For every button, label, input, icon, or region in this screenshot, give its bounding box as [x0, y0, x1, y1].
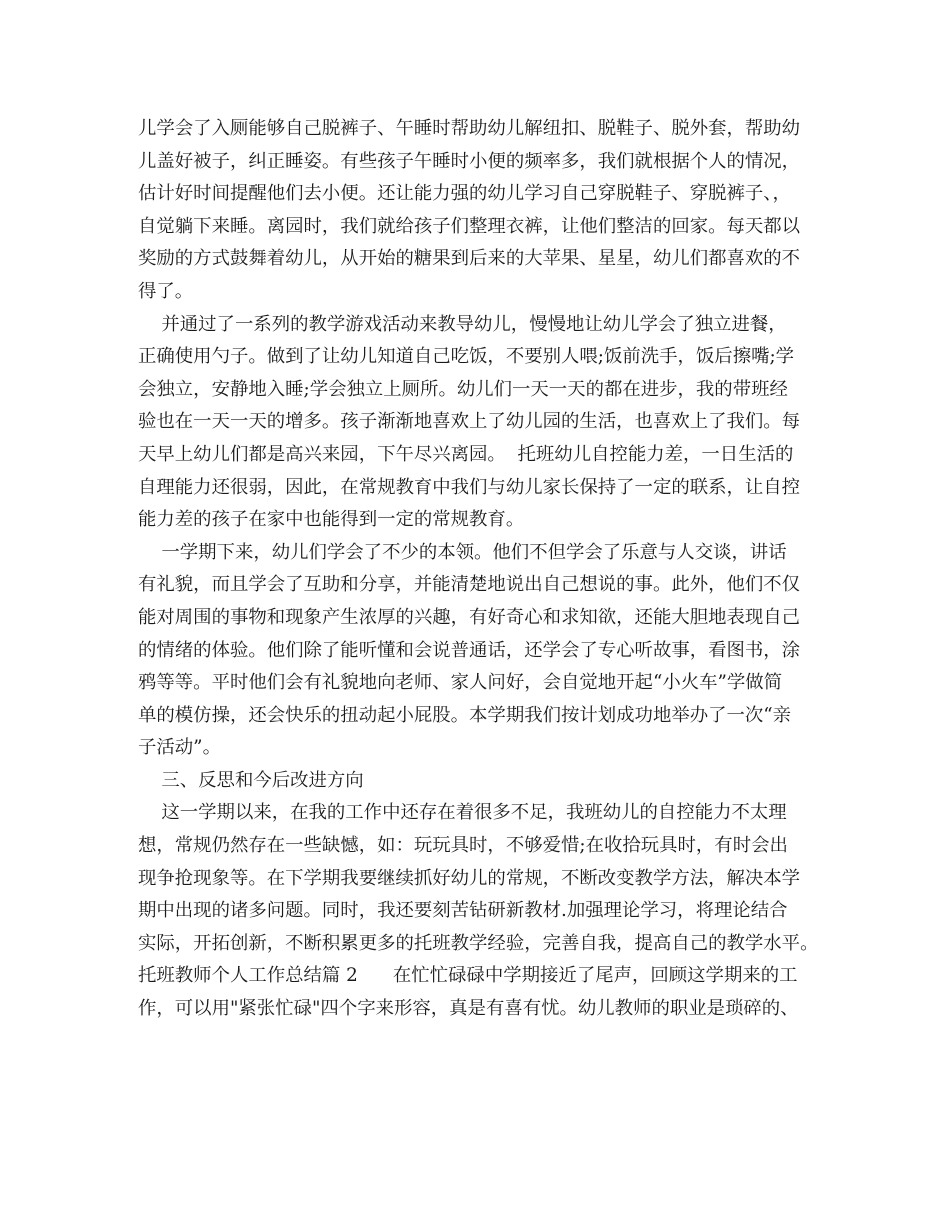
text-line: 奖励的方式鼓舞着幼儿，从开始的糖果到后来的大苹果、星星，幼儿们都喜欢的不: [138, 248, 801, 270]
section-heading: 三、反思和今后改进方向: [138, 769, 364, 791]
text-line: 会独立，安静地入睡;学会独立上厕所。幼儿们一天一天的都在进步，我的带班经: [138, 378, 788, 400]
text-line: 一学期下来，幼儿们学会了不少的本领。他们不但学会了乐意与人交谈，讲话: [138, 541, 787, 563]
text-line: 正确使用勺子。做到了让幼儿知道自己吃饭，不要别人喂;饭前洗手，饭后擦嘴;学: [138, 346, 795, 368]
text-line: 儿盖好被子，纠正睡姿。有些孩子午睡时小便的频率多，我们就根据个人的情况，: [138, 150, 801, 172]
text-line: 期中出现的诸多问题。同时，我还要刻苦钻研新教材.加强理论学习，将理论结合: [138, 900, 788, 922]
text-line: 实际，开拓创新，不断积累更多的托班教学经验，完善自我，提高自己的教学水平。: [138, 932, 819, 954]
text-line: 作，可以用"紧张忙碌"四个字来形容，真是有喜有忧。幼儿教师的职业是琐碎的、: [138, 998, 799, 1020]
text-line: 得了。: [138, 280, 194, 302]
text-line: 能力差的孩子在家中也能得到一定的常规教育。: [138, 509, 525, 531]
text-line: 的情绪的体验。他们除了能听懂和会说普通话，还学会了专心听故事，看图书，涂: [138, 639, 801, 661]
text-line: 现争抢现象等。在下学期我要继续抓好幼儿的常规，不断改变教学方法，解决本学: [138, 867, 801, 889]
text-line: 子活动”。: [138, 737, 221, 759]
text-line: 并通过了一系列的教学游戏活动来教导幼儿，慢慢地让幼儿学会了独立进餐，: [138, 313, 787, 335]
text-line: 有礼貌，而且学会了互助和分享，并能清楚地说出自己想说的事。此外，他们不仅: [138, 574, 801, 596]
text-line: 能对周围的事物和现象产生浓厚的兴趣，有好奇心和求知欲，还能大胆地表现自己: [138, 606, 801, 628]
text-line: 单的模仿操，还会快乐的扭动起小屁股。本学期我们按计划成功地举办了一次“亲: [138, 704, 792, 726]
text-line: 自理能力还很弱，因此，在常规教育中我们与幼儿家长保持了一定的联系，让自控: [138, 476, 801, 498]
text-line: 儿学会了入厕能够自己脱裤子、午睡时帮助幼儿解纽扣、脱鞋子、脱外套，帮助幼: [138, 118, 801, 139]
text-line: 鸦等等。平时他们会有礼貌地向老师、家人问好，会自觉地开起“小火车”学做简: [138, 672, 783, 694]
text-line: 天早上幼儿们都是高兴来园，下午尽兴离园。 托班幼儿自控能力差，一日生活的: [138, 443, 794, 465]
text-line: 这一学期以来，在我的工作中还存在着很多不足，我班幼儿的自控能力不太理: [138, 802, 787, 824]
document-body: [138, 113, 818, 1026]
text-line: 托班教师个人工作总结篇 2 在忙忙碌碌中学期接近了尾声，回顾这学期来的工: [138, 965, 798, 987]
text-line: 估计好时间提醒他们去小便。还让能力强的幼儿学习自己穿脱鞋子、穿脱裤子、，: [138, 183, 791, 205]
text-line: 验也在一天一天的增多。孩子渐渐地喜欢上了幼儿园的生活，也喜欢上了我们。每: [138, 411, 801, 433]
text-line: 自觉躺下来睡。离园时，我们就给孩子们整理衣裤，让他们整洁的回家。每天都以: [138, 215, 801, 237]
text-line: 想，常规仍然存在一些缺憾，如：玩玩具时，不够爱惜;在收拾玩具时，有时会出: [138, 835, 788, 857]
